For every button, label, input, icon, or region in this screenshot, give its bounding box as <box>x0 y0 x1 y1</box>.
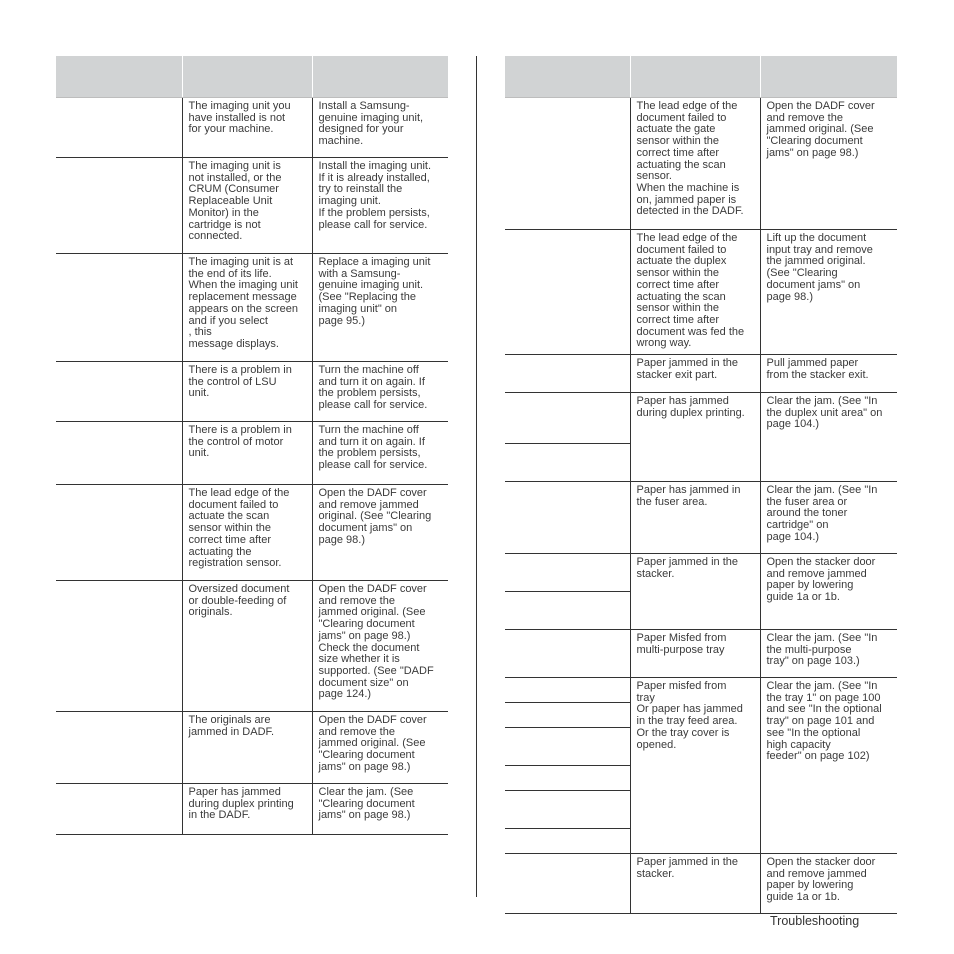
solution-cell-text: Open the DADF cover and remove jammed original. (See "Clearing document jams" on page 98.) <box>318 487 432 546</box>
table-row <box>56 712 448 784</box>
meaning-cell <box>182 422 312 485</box>
solution-cell <box>312 98 448 158</box>
solution-cell-text: Open the stacker door and remove jammed paper by lowering guide 1a or 1b. <box>766 856 876 904</box>
meaning-cell-text: The imaging unit is at the end of its life. When the imaging unit replacement message appears on the screen and if you select , this message displays. <box>188 256 298 350</box>
solution-cell <box>760 230 897 355</box>
meaning-cell <box>630 98 760 230</box>
meaning-cell <box>630 482 760 554</box>
table-row <box>56 784 448 835</box>
solution-cell-text: Pull jammed paper from the stacker exit. <box>766 357 869 381</box>
meaning-cell-text: Paper Misfed from multi-purpose tray <box>636 632 727 656</box>
table-row <box>56 98 448 158</box>
table-row <box>56 254 448 362</box>
meaning-cell-text: The lead edge of the document failed to actuate the duplex sensor within the correct time after actuating the scan sensor within the correct time after document was fed the wrong way. <box>636 232 745 350</box>
meaning-cell-text: Paper misfed from tray Or paper has jammed in the tray feed area. Or the tray cover is opened. <box>636 680 743 751</box>
meaning-cell-text: Paper has jammed in the fuser area. <box>636 484 741 508</box>
table-row <box>505 630 897 678</box>
message-cell <box>56 581 182 712</box>
message-cell <box>56 158 182 254</box>
message-cell <box>505 703 630 728</box>
solution-cell-text: Clear the jam. (See "In the multi-purpose tray" on page 103.) <box>766 632 878 668</box>
table-header-row <box>505 56 897 98</box>
solution-cell <box>312 712 448 784</box>
message-cell <box>505 766 630 791</box>
table-row <box>505 393 897 444</box>
message-cell <box>505 355 630 393</box>
meaning-cell-text: There is a problem in the control of motor unit. <box>188 424 292 460</box>
meaning-cell <box>630 630 760 678</box>
message-cell <box>505 791 630 829</box>
meaning-cell-text: Paper has jammed during duplex printing in the DADF. <box>188 786 294 822</box>
header-meaning <box>182 56 312 98</box>
solution-cell-text: Open the stacker door and remove jammed paper by lowering guide 1a or 1b. <box>766 556 876 604</box>
solution-cell <box>312 422 448 485</box>
footer-section-title: Troubleshooting <box>770 914 860 928</box>
meaning-cell <box>630 678 760 854</box>
solution-cell-text: Lift up the document input tray and remove the jammed original. (See "Clearing document jams" on page 98.) <box>766 232 873 303</box>
meaning-cell-text: Oversized document or double-feeding of originals. <box>188 583 290 619</box>
solution-cell <box>760 355 897 393</box>
solution-cell-text: Clear the jam. (See "In the duplex unit area" on page 104.) <box>766 395 883 431</box>
table-row <box>505 678 897 703</box>
solution-cell <box>312 581 448 712</box>
meaning-cell-text: Paper jammed in the stacker. <box>636 556 738 580</box>
message-cell <box>505 230 630 355</box>
meaning-cell-text: Paper jammed in the stacker. <box>636 856 738 880</box>
meaning-cell <box>630 554 760 630</box>
message-cell <box>505 630 630 678</box>
table-row <box>56 581 448 712</box>
message-cell <box>505 554 630 592</box>
solution-cell <box>760 854 897 914</box>
meaning-cell <box>630 230 760 355</box>
message-cell <box>56 422 182 485</box>
meaning-cell <box>182 712 312 784</box>
table-header-row <box>56 56 448 98</box>
solution-cell <box>312 362 448 422</box>
meaning-cell <box>182 254 312 362</box>
header-message <box>505 56 630 98</box>
solution-cell-text: Install the imaging unit. If it is already installed, try to reinstall the imaging unit. If the problem persists, please call for service. <box>318 160 432 231</box>
meaning-cell <box>182 98 312 158</box>
solution-cell-text: Turn the machine off and turn it on again. If the problem persists, please call for service. <box>318 424 428 472</box>
message-cell <box>505 482 630 554</box>
table-row <box>505 482 897 554</box>
table-row <box>505 230 897 355</box>
message-cell <box>56 784 182 835</box>
table-row <box>505 554 897 592</box>
meaning-cell <box>630 854 760 914</box>
solution-cell-text: Open the DADF cover and remove the jammed original. (See "Clearing document jams" on page 98.) Check the document size whether it is supported. (See "DADF document size" on page 124.) <box>318 583 434 701</box>
meaning-cell <box>182 485 312 581</box>
solution-cell <box>760 554 897 630</box>
header-solution <box>760 56 897 98</box>
solution-cell-text: Open the DADF cover and remove the jammed original. (See "Clearing document jams" on page 98.) <box>766 100 875 159</box>
solution-cell-text: Install a Samsung- genuine imaging unit, designed for your machine. <box>318 100 424 148</box>
solution-cell <box>312 485 448 581</box>
meaning-cell <box>630 355 760 393</box>
solution-cell-text: Clear the jam. (See "In the fuser area or around the toner cartridge" on page 104.) <box>766 484 878 543</box>
message-cell <box>505 393 630 444</box>
solution-cell <box>760 98 897 230</box>
error-message-table-left <box>56 56 448 835</box>
solution-cell <box>760 393 897 482</box>
solution-cell <box>760 482 897 554</box>
meaning-cell <box>630 393 760 482</box>
meaning-cell-text: The originals are jammed in DADF. <box>188 714 275 738</box>
solution-cell <box>760 678 897 854</box>
meaning-cell <box>182 784 312 835</box>
meaning-cell-text: The lead edge of the document failed to actuate the scan sensor within the correct time after actuating the registration sensor. <box>188 487 290 570</box>
table-row <box>56 422 448 485</box>
meaning-cell-text: The imaging unit is not installed, or the CRUM (Consumer Replaceable Unit Monitor) in the cartridge is not connected. <box>188 160 282 243</box>
header-meaning <box>630 56 760 98</box>
meaning-cell-text: There is a problem in the control of LSU unit. <box>188 364 292 400</box>
meaning-cell-text: The lead edge of the document failed to actuate the gate sensor within the correct time after actuating the scan sensor. When the machine is on, jammed paper is detected in the DADF. <box>636 100 744 218</box>
solution-cell-text: Turn the machine off and turn it on again. If the problem persists, please call for service. <box>318 364 428 412</box>
message-cell <box>56 712 182 784</box>
solution-cell-text: Replace a imaging unit with a Samsung- genuine imaging unit. (See "Replacing the imaging unit" on page 95.) <box>318 256 431 327</box>
message-cell <box>505 444 630 482</box>
meaning-cell-text: Paper jammed in the stacker exit part. <box>636 357 738 381</box>
solution-cell-text: Clear the jam. (See "Clearing document jams" on page 98.) <box>318 786 415 822</box>
message-cell <box>505 829 630 854</box>
message-cell <box>505 592 630 630</box>
solution-cell-text: Open the DADF cover and remove the jammed original. (See "Clearing document jams" on page 98.) <box>318 714 427 773</box>
message-cell <box>505 728 630 766</box>
solution-cell <box>760 630 897 678</box>
header-solution <box>312 56 448 98</box>
message-cell <box>505 678 630 703</box>
solution-cell <box>312 158 448 254</box>
message-cell <box>56 485 182 581</box>
header-message <box>56 56 182 98</box>
message-cell <box>505 98 630 230</box>
table-row <box>505 98 897 230</box>
table-row <box>505 355 897 393</box>
table-row <box>505 854 897 914</box>
message-cell <box>56 362 182 422</box>
message-cell <box>505 854 630 914</box>
meaning-cell <box>182 581 312 712</box>
table-row <box>56 485 448 581</box>
table-row <box>56 158 448 254</box>
table-row <box>56 362 448 422</box>
message-cell <box>56 254 182 362</box>
column-divider <box>476 56 477 897</box>
solution-cell-text: Clear the jam. (See "In the tray 1" on page 100 and see "In the optional tray" on page 101 and see "In the optional high capacity feeder" on page 102) <box>766 680 882 763</box>
meaning-cell-text: Paper has jammed during duplex printing. <box>636 395 745 419</box>
error-message-table-right <box>505 56 897 914</box>
message-cell <box>56 98 182 158</box>
meaning-cell <box>182 362 312 422</box>
meaning-cell <box>182 158 312 254</box>
solution-cell <box>312 784 448 835</box>
meaning-cell-text: The imaging unit you have installed is not for your machine. <box>188 100 291 136</box>
solution-cell <box>312 254 448 362</box>
